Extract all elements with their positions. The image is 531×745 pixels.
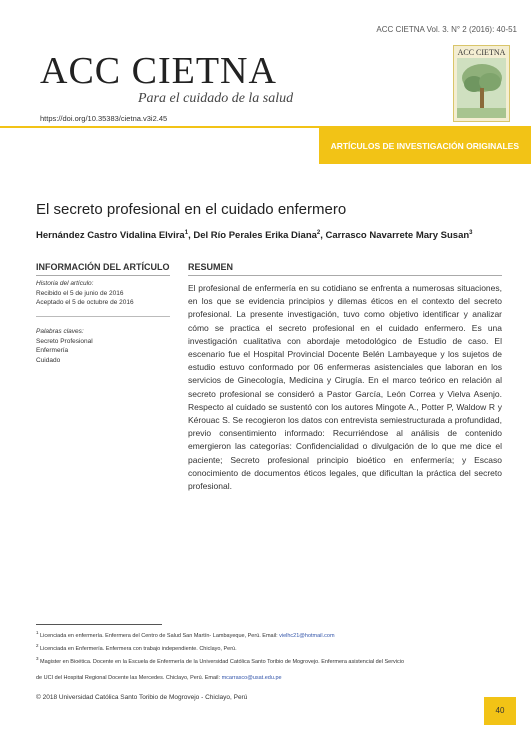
footnote-text: Magister en Bioética. Docente en la Escuela de Enfermería de la Universidad Católica Santo Toribio de Mogrovejo. Enfermera asistencial del Servicio bbox=[40, 658, 405, 665]
author-name: Carrasco Navarrete Mary Susan bbox=[325, 230, 470, 242]
journal-title: ACC CIETNA bbox=[40, 50, 277, 92]
history-label: Historia del artículo: bbox=[36, 280, 94, 287]
accepted-date: Aceptado el 5 de octubre de 2016 bbox=[36, 299, 134, 306]
section-band bbox=[319, 127, 531, 164]
abstract-heading: RESUMEN bbox=[188, 262, 234, 272]
running-head: ACC CIETNA Vol. 3. N° 2 (2016): 40-51 bbox=[376, 25, 517, 34]
footnote bbox=[36, 656, 404, 665]
keywords-block bbox=[36, 327, 93, 365]
cover-tree-illustration bbox=[454, 46, 509, 121]
footnote-text: de UCI del Hospital Regional Docente las Mercedes. Chiclayo, Perú. Email: bbox=[36, 675, 222, 681]
author-name: Hernández Castro Vidalina Elvira bbox=[36, 230, 185, 242]
footnote-mark: 2 bbox=[36, 643, 39, 648]
journal-cover-image bbox=[453, 45, 510, 122]
article-title: El secreto profesional en el cuidado enfermero bbox=[36, 201, 347, 218]
footnote-mark: 3 bbox=[36, 656, 39, 661]
keyword: Enfermería bbox=[36, 347, 69, 354]
footnote bbox=[36, 630, 335, 639]
info-rule bbox=[36, 275, 170, 276]
keyword: Cuidado bbox=[36, 356, 61, 364]
footnote bbox=[36, 643, 237, 652]
author-affiliation-mark: 1 bbox=[184, 230, 189, 236]
abstract-rule bbox=[188, 275, 502, 276]
journal-subtitle: Para el cuidado de la salud bbox=[138, 91, 294, 106]
footnote-mark: 1 bbox=[36, 630, 39, 635]
copyright: © 2018 Universidad Católica Santo Toribio de Mogrovejo - Chiclayo, Perú bbox=[36, 694, 248, 701]
article-history bbox=[36, 279, 134, 308]
page-number: 40 bbox=[484, 697, 516, 725]
author-separator: , bbox=[188, 230, 194, 242]
keywords-label: Palabras claves: bbox=[36, 328, 84, 335]
footnote-text: Licenciada en enfermería. Enfermera del Centro de Salud San Martín- Lambayeque, Perú. Email: bbox=[40, 632, 280, 639]
footnote-continued bbox=[36, 675, 282, 681]
author-affiliation-mark: 3 bbox=[469, 230, 473, 236]
author-affiliation-mark: 2 bbox=[316, 230, 321, 236]
footnote-rule bbox=[36, 624, 162, 625]
keyword: Secreto Profesional bbox=[36, 337, 93, 345]
article-info-heading: INFORMACIÓN DEL ARTÍCULO bbox=[36, 262, 170, 272]
footnote-email[interactable]: vielhc21@hotmail.com bbox=[279, 632, 335, 639]
section-band-label: ARTÍCULOS DE INVESTIGACIÓN ORIGINALES bbox=[330, 141, 519, 151]
received-date: Recibido el 5 de junio de 2016 bbox=[36, 289, 124, 297]
footnote-text: Licenciada en Enfermería. Enfermera con trabajo independiente. Chiclayo, Perú. bbox=[40, 645, 237, 652]
history-rule bbox=[36, 316, 170, 317]
author-separator: , bbox=[320, 230, 326, 242]
author-list bbox=[36, 230, 473, 241]
author-name: Del Río Perales Erika Diana bbox=[193, 230, 317, 242]
abstract-text: El profesional de enfermería en su cotidiano se enfrenta a numerosas situaciones, en los que se evidencia principios y dilemas éticos en el contexto del secreto profesional. La presente investigación, tuvo como objetivo identificar y analizar cómo se practica el secreto profesional en el cuidado enfermero. Es una investigación cualitativa con abordaje metodológico de Estudio de caso. El escenario fue el Hospital Provincial Docente Belén Lambayeque y los sujetos de estudio estuvo conformado por 06 enfermeras asistenciales que laboran en los servicios de Ginecología, Medicina y Cirugía. En el marco teórico en relación al secreto profesional se consideró a Pastor García, León Correa y Vielva Asenjo. Respecto al cuidado se sustentó con los autores Mingote A., Potter P, Waldow R y Kérouac S. Se recogieron los datos con entrevista semiestructurada a profundidad, previo consentimiento informado: Recurriéndose al análisis de contenido emergieron las categorías: Confidencialidad o divulgación de lo que me dice el paciente; Secreto profesional principio bioético en enfermería; y Escaso conocimiento de documentos éticos legales, que dificultan la práctica del secreto profesional. bbox=[188, 283, 502, 492]
doi-link[interactable]: https://doi.org/10.35383/cietna.v3i2.45 bbox=[40, 114, 168, 123]
cover-title: ACC CIETNA bbox=[457, 48, 506, 57]
footnote-email[interactable]: mcarrasco@usat.edu.pe bbox=[221, 675, 282, 681]
